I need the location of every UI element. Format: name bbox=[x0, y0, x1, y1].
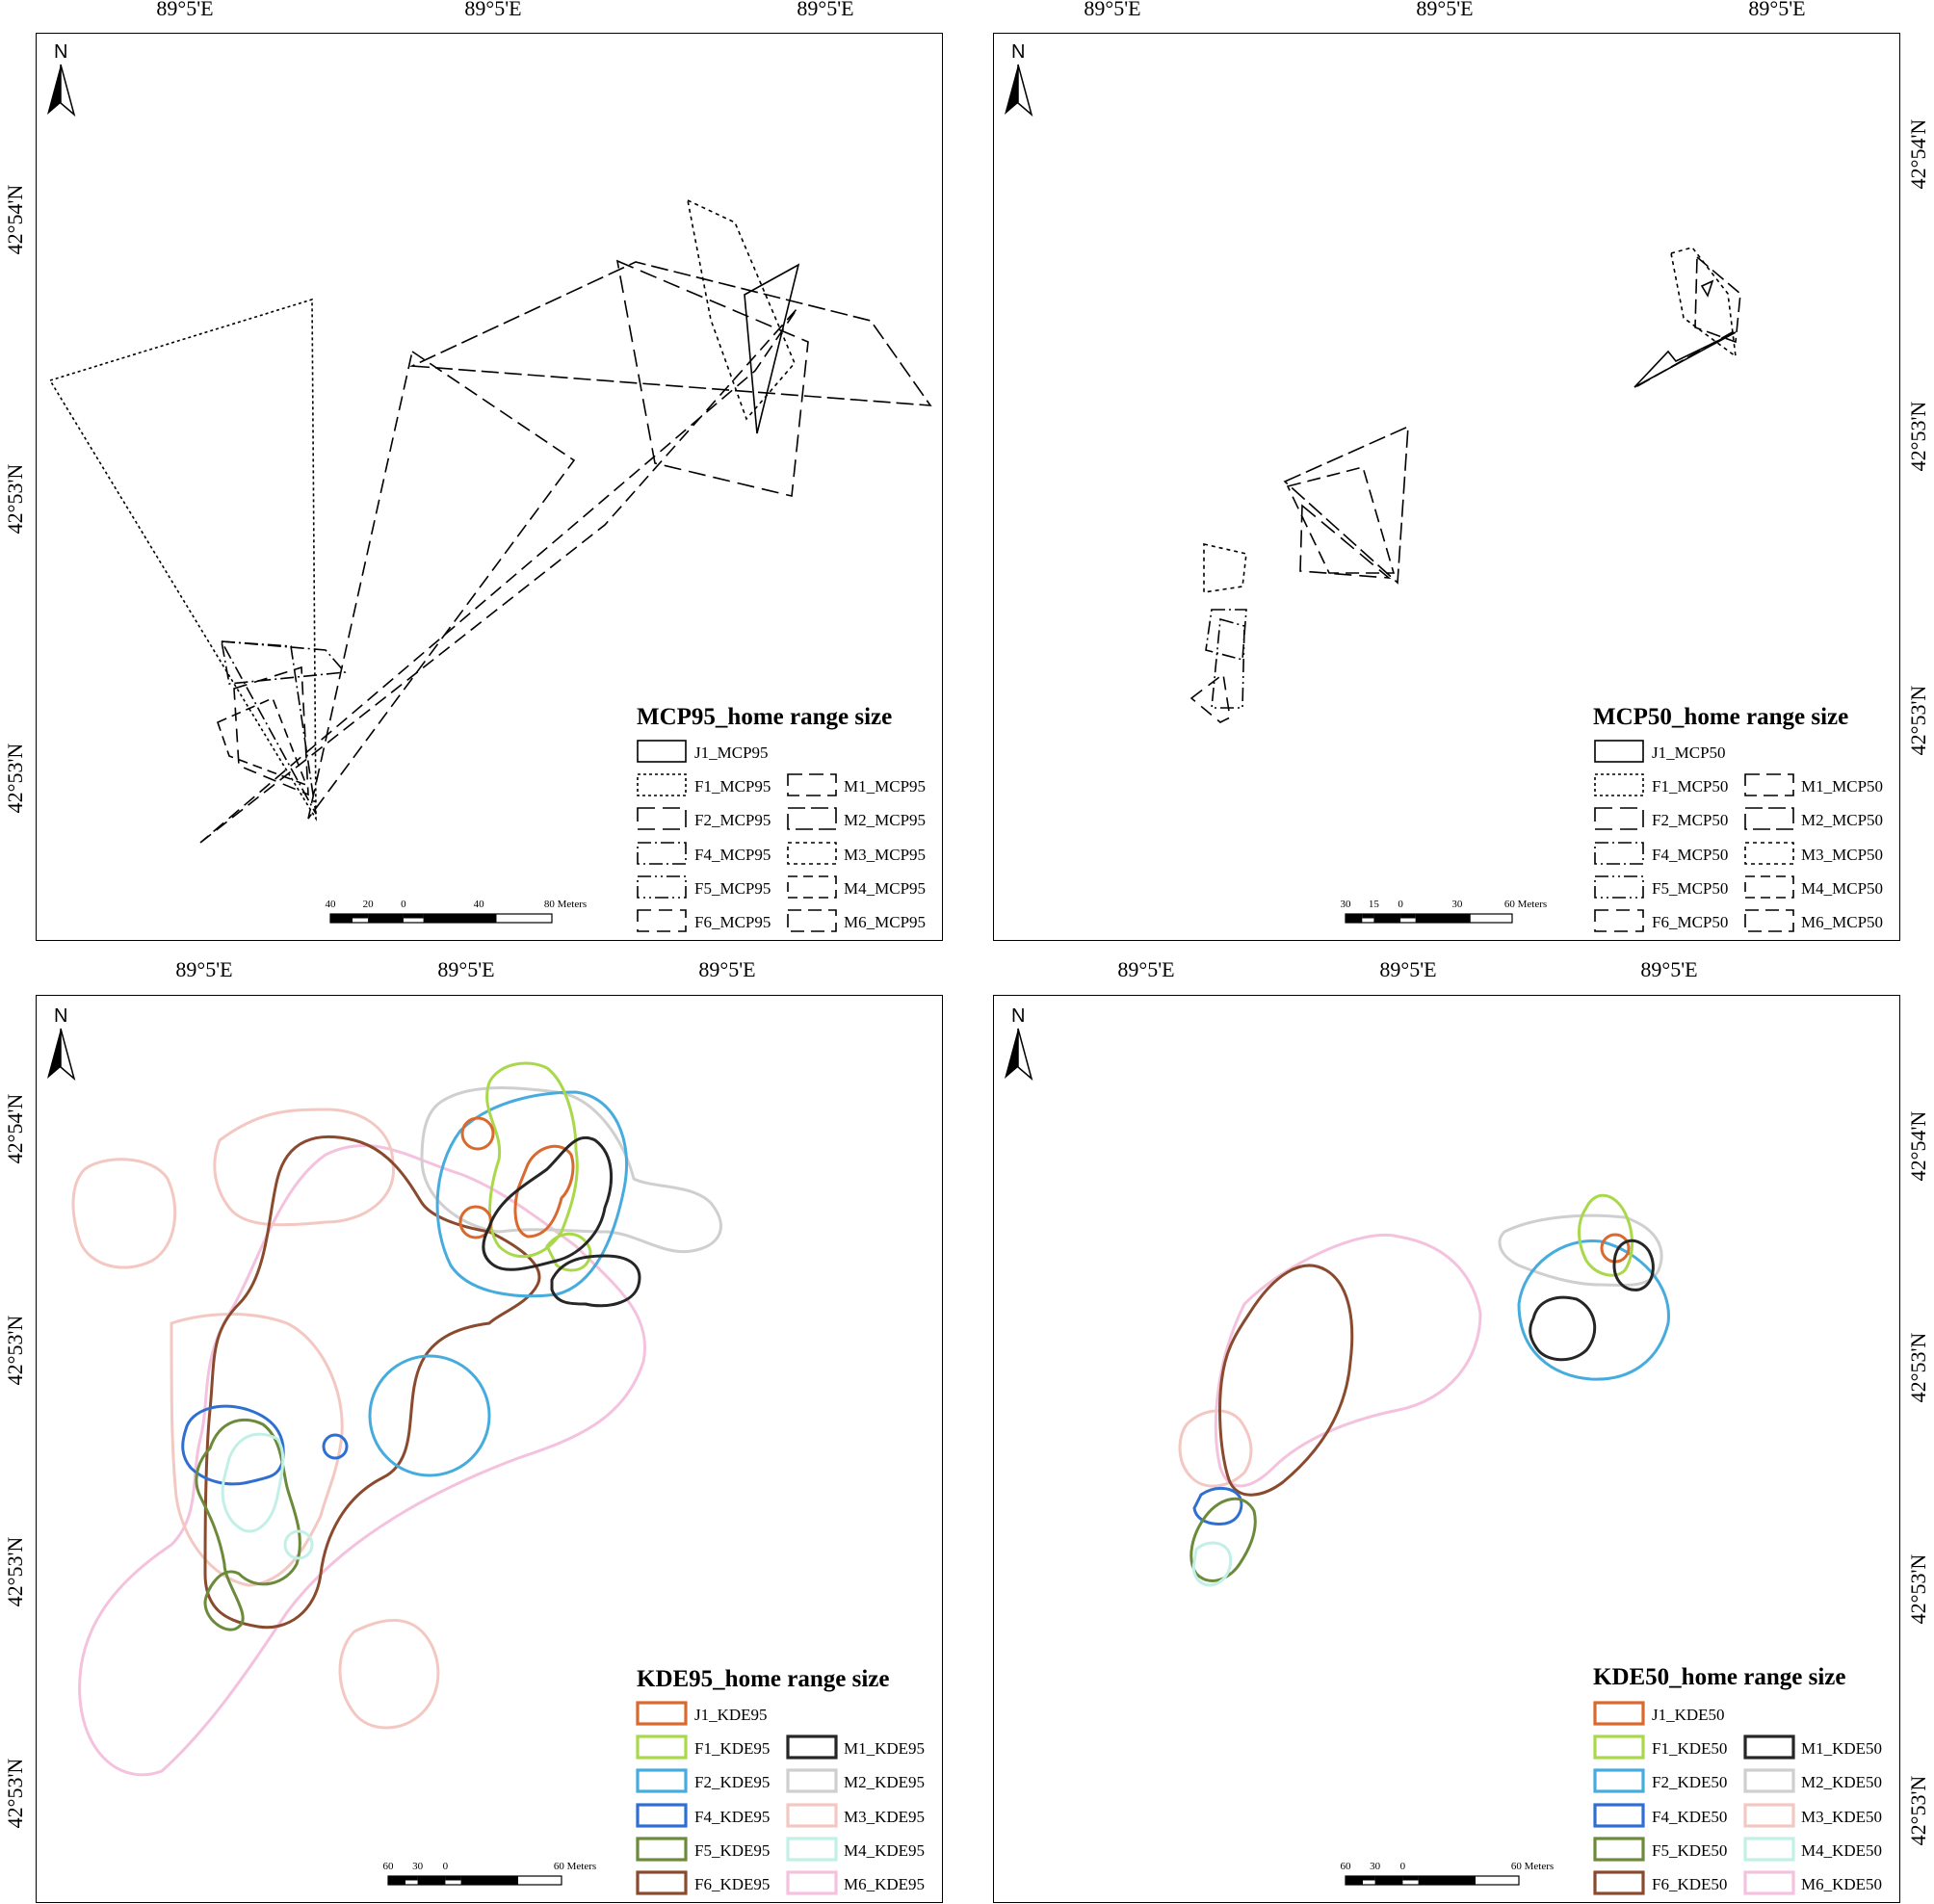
legend-label: F4_KDE50 bbox=[1652, 1807, 1728, 1826]
north-label: N bbox=[54, 1005, 68, 1027]
legend-label: F2_MCP95 bbox=[694, 811, 771, 830]
legend-swatch-m3 bbox=[786, 841, 840, 868]
contour-m6-kde50 bbox=[1215, 1235, 1480, 1485]
legend-swatch-m4 bbox=[786, 1837, 840, 1864]
legend-label: M3_MCP95 bbox=[844, 845, 927, 864]
scale-bar-segment bbox=[368, 914, 404, 923]
legend-label: F1_KDE95 bbox=[694, 1739, 771, 1759]
lon-label: 89°5'E bbox=[1084, 0, 1141, 20]
legend-label: M4_KDE50 bbox=[1801, 1840, 1883, 1860]
north-arrow-icon bbox=[1005, 1029, 1032, 1079]
scale-bar-segment bbox=[405, 1876, 418, 1881]
scale-bar-label: 30 bbox=[1370, 1861, 1381, 1872]
legend-label: M2_KDE95 bbox=[844, 1773, 926, 1792]
lat-label: 42°54'N bbox=[3, 1093, 27, 1164]
scale-bar-segment bbox=[424, 914, 441, 923]
contour-f4-kde50 bbox=[1194, 1488, 1241, 1524]
legend-label: M4_MCP50 bbox=[1801, 878, 1884, 898]
legend-label: J1_MCP50 bbox=[1652, 743, 1726, 762]
legend-label: F5_KDE50 bbox=[1652, 1840, 1728, 1860]
lat-label: 42°53'N bbox=[3, 1536, 27, 1607]
polygon-m3-mcp50 bbox=[1671, 248, 1736, 356]
legend-swatch-f4 bbox=[1593, 1803, 1647, 1830]
legend-label: M2_MCP50 bbox=[1801, 811, 1884, 830]
scale-bar-segment bbox=[1346, 1876, 1363, 1885]
polygon-m1-mcp95 bbox=[308, 352, 574, 819]
north-arrow-icon bbox=[47, 65, 74, 115]
legend-swatch-f2 bbox=[636, 1768, 690, 1795]
contour-m6-kde95 bbox=[80, 1145, 645, 1774]
legend-label: M1_KDE50 bbox=[1801, 1739, 1883, 1759]
map-panel-mcp50 bbox=[993, 33, 1900, 941]
scale-bar-segment bbox=[1432, 1876, 1476, 1885]
legend-swatch-f4 bbox=[636, 1803, 690, 1830]
north-arrow-icon bbox=[1005, 65, 1032, 115]
scale-bar-segment bbox=[1400, 914, 1416, 919]
legend-label: J1_KDE50 bbox=[1652, 1706, 1725, 1724]
scale-bar-label: 30 bbox=[412, 1861, 424, 1872]
legend-label: F6_KDE95 bbox=[694, 1875, 771, 1893]
scale-bar-label: 0 bbox=[1398, 899, 1403, 910]
legend-label: J1_MCP95 bbox=[694, 743, 769, 762]
scale-bar-label: 60 Meters bbox=[553, 1861, 597, 1872]
legend-label: F1_MCP95 bbox=[694, 777, 771, 796]
legend-swatch-f5 bbox=[1593, 874, 1647, 901]
legend-label: M4_KDE95 bbox=[844, 1840, 926, 1860]
scale-bar-label: 0 bbox=[442, 1861, 449, 1872]
north-label: N bbox=[54, 41, 68, 63]
north-label: N bbox=[1011, 41, 1026, 63]
lat-label: 42°53'N bbox=[1906, 1332, 1930, 1403]
scale-bar bbox=[388, 1865, 639, 1903]
legend-swatch-m3 bbox=[1743, 1803, 1797, 1830]
scale-bar-segment bbox=[1402, 1876, 1418, 1881]
legend-label: F6_MCP50 bbox=[1652, 913, 1729, 931]
legend-title: MCP50_home range size bbox=[1593, 704, 1849, 730]
legend-swatch-f6 bbox=[636, 908, 690, 935]
legend-title: KDE50_home range size bbox=[1593, 1664, 1846, 1690]
polygon-f6-mcp50 bbox=[1191, 674, 1230, 722]
legend-swatch-m6 bbox=[1743, 1870, 1797, 1897]
legend-swatch-m3 bbox=[1743, 841, 1797, 868]
legend-label: F2_MCP50 bbox=[1652, 811, 1729, 830]
legend-swatch-m2 bbox=[1743, 806, 1797, 833]
lon-label: 89°5'E bbox=[1117, 957, 1175, 981]
contour-m1b-kde50 bbox=[1530, 1297, 1595, 1360]
legend-label: F2_KDE95 bbox=[694, 1773, 771, 1792]
legend-label: F1_KDE50 bbox=[1652, 1739, 1728, 1759]
lon-label: 89°5'E bbox=[1416, 0, 1474, 20]
legend-swatch-m1 bbox=[1743, 1734, 1797, 1761]
legend-swatch-f6 bbox=[1593, 908, 1647, 935]
lon-label: 89°5'E bbox=[175, 957, 233, 981]
legend-swatch-m6 bbox=[786, 908, 840, 935]
legend-label: M4_MCP95 bbox=[844, 878, 927, 898]
legend-swatch-m2 bbox=[786, 1768, 840, 1795]
scale-bar-label: 60 Meters bbox=[1503, 899, 1548, 910]
legend-label: M6_KDE95 bbox=[844, 1875, 926, 1893]
polygon-j1b-mcp50 bbox=[1634, 332, 1736, 387]
lat-label: 42°54'N bbox=[1906, 1110, 1930, 1182]
legend-swatch-m4 bbox=[1743, 874, 1797, 901]
legend-swatch-j1 bbox=[1593, 1701, 1647, 1728]
legend-label: F5_MCP50 bbox=[1652, 878, 1729, 898]
polygon-f4-mcp95 bbox=[222, 641, 345, 684]
polygon-m6-mcp95 bbox=[200, 308, 797, 843]
legend-label: F4_MCP95 bbox=[694, 845, 771, 864]
legend-swatch-j1 bbox=[636, 1701, 690, 1728]
legend-label: M3_KDE50 bbox=[1801, 1807, 1883, 1826]
legend-title: MCP95_home range size bbox=[637, 704, 893, 730]
legend-swatch-m4 bbox=[786, 874, 840, 901]
legend-label: M2_KDE50 bbox=[1801, 1773, 1883, 1792]
legend-label: M2_MCP95 bbox=[844, 811, 927, 830]
north-label: N bbox=[1011, 1005, 1026, 1027]
legend-swatch-m2 bbox=[1743, 1768, 1797, 1795]
legend-swatch-f1 bbox=[1593, 772, 1647, 799]
legend-swatch-f4 bbox=[636, 841, 690, 868]
lon-label: 89°5'E bbox=[1640, 957, 1698, 981]
scale-bar-segment bbox=[1346, 914, 1362, 923]
map-panel-kde50 bbox=[993, 995, 1900, 1903]
legend-label: F5_KDE95 bbox=[694, 1840, 771, 1860]
contour-f5-kde50 bbox=[1191, 1499, 1256, 1580]
legend-swatch-f6 bbox=[1593, 1870, 1647, 1897]
contour-j1a-kde95 bbox=[462, 1118, 493, 1149]
legend-swatch-m1 bbox=[786, 772, 840, 799]
scale-bar bbox=[1346, 902, 1596, 941]
scale-bar-segment bbox=[388, 1876, 405, 1885]
scale-bar-label: 60 Meters bbox=[1510, 1861, 1555, 1872]
legend-swatch-f1 bbox=[1593, 1734, 1647, 1761]
legend-label: F5_MCP95 bbox=[694, 878, 771, 898]
contour-m3a-kde95 bbox=[73, 1160, 175, 1267]
polygon-m3-mcp95 bbox=[688, 200, 795, 419]
scale-bar-segment bbox=[1419, 1876, 1432, 1885]
legend-label: M1_MCP50 bbox=[1801, 777, 1884, 796]
scale-bar-label: 30 bbox=[1451, 899, 1463, 910]
scale-bar bbox=[1346, 1865, 1596, 1903]
polygon-f2-mcp95 bbox=[617, 261, 808, 496]
legend-title: KDE95_home range size bbox=[637, 1666, 890, 1692]
legend-label: F6_KDE50 bbox=[1652, 1875, 1728, 1893]
lon-label: 89°5'E bbox=[797, 0, 854, 20]
legend-label: M6_MCP95 bbox=[844, 913, 927, 931]
polygon-j1-mcp95 bbox=[745, 265, 798, 433]
scale-bar-segment bbox=[330, 914, 353, 923]
legend-swatch-f1 bbox=[636, 772, 690, 799]
scale-bar-label: 80 Meters bbox=[543, 899, 588, 910]
scale-bar-label: 60 bbox=[382, 1861, 394, 1872]
legend-label: M3_KDE95 bbox=[844, 1807, 926, 1826]
legend-swatch-f4 bbox=[1593, 841, 1647, 868]
legend-label: M6_KDE50 bbox=[1801, 1875, 1883, 1893]
legend-swatch-f5 bbox=[1593, 1837, 1647, 1864]
legend-swatch-m3 bbox=[786, 1803, 840, 1830]
scale-bar-label: 0 bbox=[401, 899, 406, 910]
lon-label: 89°5'E bbox=[1748, 0, 1806, 20]
lat-label: 42°53'N bbox=[3, 1758, 27, 1829]
lon-label: 89°5'E bbox=[698, 957, 756, 981]
scale-bar-segment bbox=[475, 1876, 518, 1885]
scale-bar-segment bbox=[1362, 914, 1373, 919]
lon-label: 89°5'E bbox=[464, 0, 522, 20]
contour-m3b-kde95 bbox=[215, 1109, 394, 1225]
polygon-f1-mcp95 bbox=[50, 300, 316, 819]
contour-m1a-kde50 bbox=[1614, 1240, 1653, 1290]
lon-label: 89°5'E bbox=[1379, 957, 1437, 981]
legend-swatch-m1 bbox=[786, 1734, 840, 1761]
lat-label: 42°53'N bbox=[1906, 401, 1930, 472]
lat-label: 42°54'N bbox=[3, 184, 27, 255]
legend-swatch-m2 bbox=[786, 806, 840, 833]
map-panel-mcp95 bbox=[36, 33, 943, 941]
scale-bar-segment bbox=[404, 914, 424, 919]
lon-label: 89°5'E bbox=[437, 957, 495, 981]
legend-label: F4_MCP50 bbox=[1652, 845, 1729, 864]
lat-label: 42°54'N bbox=[1906, 118, 1930, 190]
legend-label: M6_MCP50 bbox=[1801, 913, 1884, 931]
scale-bar-segment bbox=[1429, 914, 1471, 923]
legend-swatch-m4 bbox=[1743, 1837, 1797, 1864]
contour-m3d-kde95 bbox=[340, 1620, 438, 1728]
map-panel-kde95 bbox=[36, 995, 943, 1903]
lat-label: 42°53'N bbox=[1906, 685, 1930, 756]
contour-m4-kde50 bbox=[1193, 1543, 1230, 1585]
scale-bar-segment bbox=[353, 914, 368, 919]
legend-swatch-f2 bbox=[1593, 806, 1647, 833]
scale-bar-segment bbox=[418, 1876, 446, 1885]
scale-bar-segment bbox=[445, 1876, 460, 1881]
scale-bar-label: 15 bbox=[1368, 899, 1379, 910]
polygon-m1-mcp50 bbox=[1695, 257, 1740, 342]
scale-bar-segment bbox=[1363, 1876, 1375, 1881]
polygon-f1-mcp50 bbox=[1204, 544, 1246, 592]
scale-bar-segment bbox=[1373, 914, 1400, 923]
scale-bar-segment bbox=[1416, 914, 1429, 923]
scale-bar-segment bbox=[441, 914, 497, 923]
legend-swatch-m6 bbox=[786, 1870, 840, 1897]
scale-bar-segment bbox=[461, 1876, 475, 1885]
legend-label: F2_KDE50 bbox=[1652, 1773, 1728, 1792]
legend-label: F4_KDE95 bbox=[694, 1807, 771, 1826]
legend-swatch-f1 bbox=[636, 1734, 690, 1761]
polygon-j1-mcp50 bbox=[1702, 281, 1712, 296]
contour-f2b-kde95 bbox=[370, 1356, 489, 1475]
legend-swatch-f5 bbox=[636, 874, 690, 901]
legend-swatch-f2 bbox=[1593, 1768, 1647, 1795]
scale-bar-segment bbox=[1375, 1876, 1403, 1885]
lat-label: 42°53'N bbox=[3, 463, 27, 535]
scale-bar-label: 0 bbox=[1399, 1861, 1406, 1872]
contour-f1-kde50 bbox=[1580, 1195, 1633, 1275]
scale-bar-label: 30 bbox=[1340, 899, 1351, 910]
legend-swatch-j1 bbox=[636, 739, 690, 766]
legend-label: M3_MCP50 bbox=[1801, 845, 1884, 864]
legend-swatch-f2 bbox=[636, 806, 690, 833]
scale-bar-label: 60 bbox=[1340, 1861, 1351, 1872]
scale-bar-label: 40 bbox=[325, 899, 336, 910]
legend-label: F6_MCP95 bbox=[694, 913, 771, 931]
polygon-f5-mcp50 bbox=[1212, 619, 1244, 708]
legend-label: M1_MCP95 bbox=[844, 777, 927, 796]
lat-label: 42°53'N bbox=[3, 1315, 27, 1386]
legend-swatch-f5 bbox=[636, 1837, 690, 1864]
scale-bar-label: 40 bbox=[473, 899, 484, 910]
legend-label: M1_KDE95 bbox=[844, 1739, 926, 1759]
contour-f4b-kde95 bbox=[324, 1435, 347, 1458]
polygon-m6b-mcp50 bbox=[1288, 467, 1394, 573]
legend-swatch-f6 bbox=[636, 1870, 690, 1897]
contour-f6-kde50 bbox=[1220, 1265, 1352, 1495]
contour-f2-kde50 bbox=[1519, 1240, 1668, 1379]
lat-label: 42°53'N bbox=[1906, 1775, 1930, 1846]
lon-label: 89°5'E bbox=[156, 0, 214, 20]
lat-label: 42°53'N bbox=[3, 743, 27, 814]
lat-label: 42°53'N bbox=[1906, 1553, 1930, 1625]
polygon-f4-mcp50 bbox=[1206, 610, 1246, 660]
legend-swatch-j1 bbox=[1593, 739, 1647, 766]
north-arrow-icon bbox=[47, 1029, 74, 1079]
scale-bar-label: 20 bbox=[362, 899, 374, 910]
legend-swatch-m6 bbox=[1743, 908, 1797, 935]
legend-swatch-m1 bbox=[1743, 772, 1797, 799]
legend-label: F1_MCP50 bbox=[1652, 777, 1729, 796]
legend-label: J1_KDE95 bbox=[694, 1706, 768, 1724]
